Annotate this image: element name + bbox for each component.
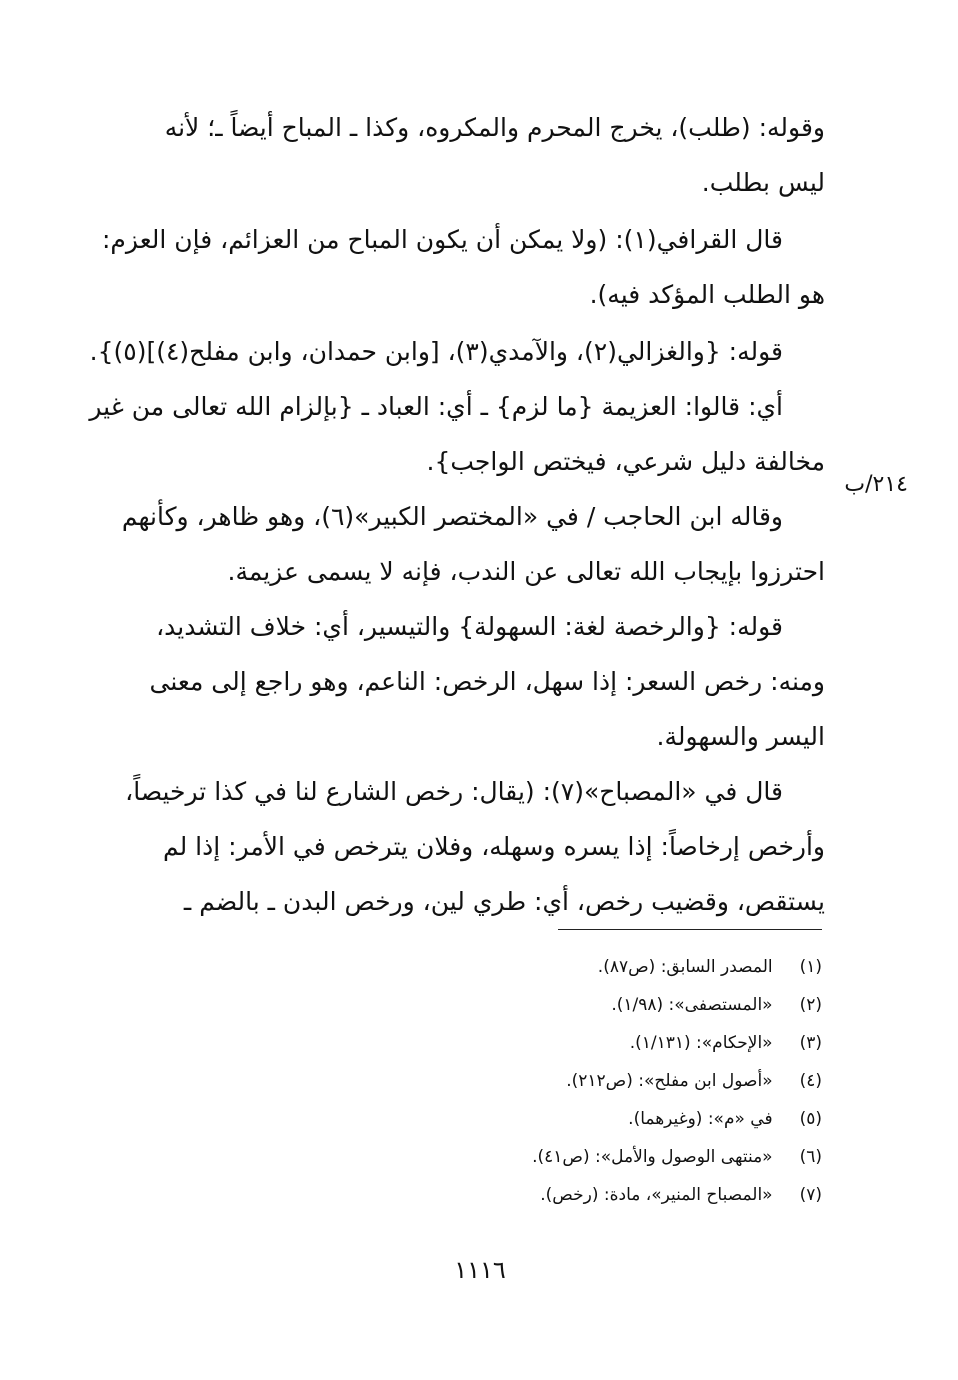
footnote <box>400 1100 822 1138</box>
footnote <box>400 1062 822 1100</box>
text-line: مخالفة دليل شرعي، فيختص الواجب}. <box>426 447 825 476</box>
footnote-text: «المصباح المنير»، مادة: (رخص). <box>540 1185 773 1205</box>
footnote-text: «الإحكام»: (١/١٣١). <box>629 1033 773 1053</box>
text-line: هو الطلب المؤكد فيه). <box>589 280 825 309</box>
text-line: اليسر والسهولة. <box>656 722 825 751</box>
text-line: يستقص، وقضيب رخص، أي: طري لين، ورخص البدن ـ بالضم ـ <box>183 887 825 916</box>
footnote-number: (٢) <box>799 995 822 1015</box>
footnote <box>400 986 822 1024</box>
text-line: ليس بطلب. <box>701 168 825 197</box>
footnote <box>400 1176 822 1214</box>
main-text <box>89 100 825 929</box>
footnote-text: «أصول ابن مفلح»: (ص٢١٢). <box>566 1071 773 1091</box>
footnote <box>400 1024 822 1062</box>
footnotes <box>400 948 822 1214</box>
footnote-number: (٧) <box>799 1185 822 1205</box>
text-line: قال في «المصباح»(٧): (يقال: رخص الشارع لنا في كذا ترخيصاً، <box>125 777 783 806</box>
footnote-number: (١) <box>799 957 822 977</box>
footnote <box>400 1138 822 1176</box>
text-line: ومنه: رخص السعر: إذا سهل، الرخص: الناعم، وهو راجع إلى معنى <box>149 667 825 696</box>
footnote <box>400 948 822 986</box>
footnote-separator <box>558 929 822 930</box>
page-number: ١١١٦ <box>454 1256 506 1284</box>
footnote-number: (٥) <box>799 1109 822 1129</box>
text-line: قال القرافي(١): (ولا يمكن أن يكون المباح من العزائم، فإن العزم: <box>102 225 783 254</box>
footnote-number: (٣) <box>799 1033 822 1053</box>
text-line: احترزوا بإيجاب الله تعالى عن الندب، فإنه لا يسمى عزيمة. <box>227 557 825 586</box>
text-line: وقاله ابن الحاجب / في «المختصر الكبير»(٦)، وهو ظاهر، وكأنهم <box>121 502 783 531</box>
footnote-number: (٦) <box>799 1147 822 1167</box>
text-line: قوله: {والرخصة لغة: السهولة} والتيسير، أي: خلاف التشديد، <box>156 612 783 641</box>
footnote-text: «المستصفى»: (١/٩٨). <box>611 995 773 1015</box>
text-line: وقوله: (طلب)، يخرج المحرم والمكروه، وكذا ـ المباح أيضاً ـ؛ لأنه <box>164 113 825 142</box>
footnote-text: في «م»: (وغيرهما). <box>628 1109 773 1129</box>
footnote-text: المصدر السابق: (ص٨٧). <box>597 957 773 977</box>
text-line: أي: قالوا: العزيمة {ما لزم} ـ أي: العباد ـ {بإلزام الله تعالى من غير <box>89 392 783 421</box>
manuscript-folio-marker: ٢١٤/ب <box>844 472 908 497</box>
text-line: قوله: {والغزالي(٢)، والآمدي(٣)، [وابن حمدان، وابن مفلح(٤)](٥)}. <box>89 337 783 366</box>
footnote-text: «منتهى الوصول والأمل»: (ص٤١). <box>532 1147 773 1167</box>
text-line: وأرخص إرخاصاً: إذا يسره وسهله، وفلان يترخص في الأمر: إذا لم <box>162 832 825 861</box>
footnote-number: (٤) <box>799 1071 822 1091</box>
